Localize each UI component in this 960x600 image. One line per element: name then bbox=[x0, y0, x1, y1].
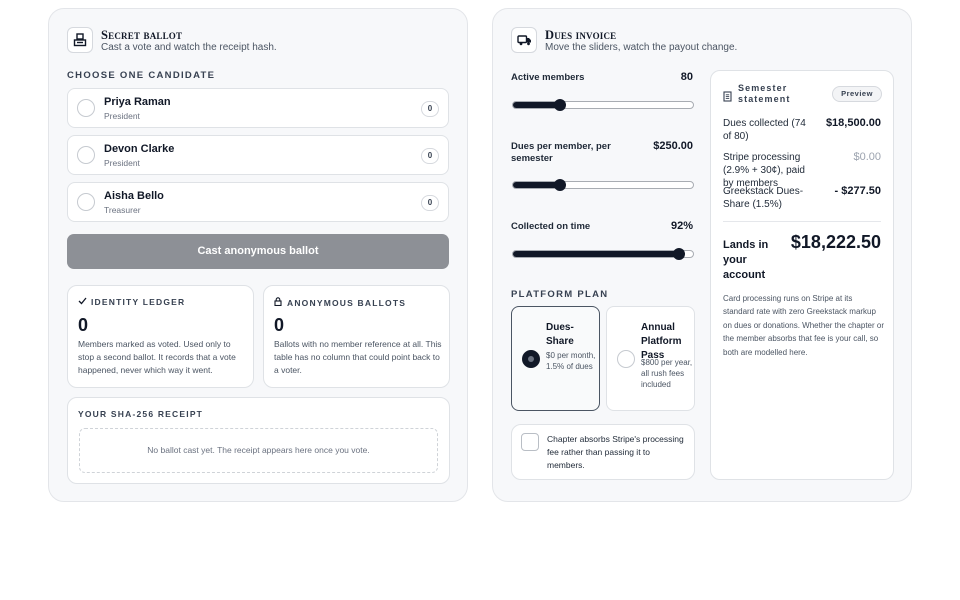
anonymous-ballots-panel bbox=[263, 285, 450, 388]
active-members-slider[interactable] bbox=[512, 101, 694, 109]
vote-count-badge: 0 bbox=[421, 101, 439, 117]
dues-per-member-value: $250.00 bbox=[653, 140, 693, 152]
candidate-name: Aisha Bello bbox=[104, 190, 164, 202]
slider-thumb[interactable] bbox=[554, 179, 566, 191]
slider-thumb[interactable] bbox=[673, 248, 685, 260]
choose-candidate-label: CHOOSE ONE CANDIDATE bbox=[67, 70, 216, 81]
receipt-placeholder: No ballot cast yet. The receipt appears here once you vote. bbox=[79, 428, 438, 473]
anonymous-ballots-count: 0 bbox=[274, 315, 285, 335]
secret-ballot-card bbox=[48, 8, 468, 502]
preview-badge: Preview bbox=[832, 86, 882, 102]
absorb-fee-text: Chapter absorbs Stripe's processing fee rather than passing it to members. bbox=[547, 434, 684, 470]
identity-ledger-description: Members marked as voted. Used only to stop a second ballot. It records that a vote happened, never which way it went. bbox=[78, 339, 236, 375]
line-stripe-processing-label: Stripe processing (2.9% + 30¢), paid by members bbox=[723, 152, 805, 189]
cast-ballot-button[interactable]: Cast anonymous ballot bbox=[67, 234, 449, 269]
receipt-panel bbox=[67, 397, 450, 484]
receipt-icon bbox=[723, 89, 732, 107]
plan-name: Dues-Share bbox=[546, 322, 574, 347]
statement-title: Semester statement bbox=[738, 83, 791, 104]
identity-ledger-label: IDENTITY LEDGER bbox=[78, 297, 185, 307]
dues-subtitle: Move the sliders, watch the payout change. bbox=[545, 42, 738, 53]
check-icon bbox=[78, 297, 88, 307]
candidate-role: Treasurer bbox=[104, 205, 141, 215]
dues-invoice-card bbox=[492, 8, 912, 502]
line-dues-share-label: Greekstack Dues-Share (1.5%) bbox=[723, 186, 804, 210]
collected-on-time-label: Collected on time bbox=[511, 221, 591, 232]
slider-thumb[interactable] bbox=[554, 99, 566, 111]
plan-option-dues-share[interactable] bbox=[511, 306, 600, 411]
statement-note: Card processing runs on Stripe at its standard rate with zero Greekstack markup on dues or donations. Whether the chapter or the member absorbs that fee is your call, so both are modelled here. bbox=[723, 294, 884, 357]
candidate-role: President bbox=[104, 158, 140, 168]
candidate-radio[interactable] bbox=[77, 99, 95, 117]
candidate-name: Devon Clarke bbox=[104, 143, 175, 155]
plan-radio[interactable] bbox=[617, 350, 635, 368]
truck-icon bbox=[511, 27, 537, 53]
slider-fill bbox=[513, 102, 560, 108]
lock-icon bbox=[274, 297, 284, 308]
total-value: $18,222.50 bbox=[790, 232, 881, 252]
line-dues-share-value: - $277.50 bbox=[834, 185, 881, 197]
dues-per-member-label: Dues per member, per semester bbox=[511, 141, 611, 164]
plan-name: Annual Platform Pass bbox=[641, 322, 682, 361]
absorb-fee-option[interactable] bbox=[511, 424, 695, 480]
candidate-option-priya-raman[interactable] bbox=[67, 88, 449, 128]
vote-count-badge: 0 bbox=[421, 148, 439, 164]
vote-count-badge: 0 bbox=[421, 195, 439, 211]
total-label: Lands in your account bbox=[723, 239, 769, 281]
semester-statement-panel bbox=[710, 70, 894, 480]
identity-ledger-panel bbox=[67, 285, 254, 388]
candidate-radio[interactable] bbox=[77, 193, 95, 211]
collected-on-time-slider[interactable] bbox=[512, 250, 694, 258]
active-members-value: 80 bbox=[680, 71, 693, 83]
plan-radio[interactable] bbox=[522, 350, 540, 368]
ballot-box-icon bbox=[67, 27, 93, 53]
ballot-title: Secret ballot bbox=[101, 28, 183, 42]
plan-description: $800 per year, all rush fees included bbox=[641, 358, 693, 389]
statement-divider bbox=[723, 221, 881, 222]
candidate-option-aisha-bello[interactable] bbox=[67, 182, 449, 222]
anonymous-ballots-label: ANONYMOUS BALLOTS bbox=[274, 297, 406, 308]
ballot-subtitle: Cast a vote and watch the receipt hash. bbox=[101, 42, 277, 53]
line-dues-collected-value: $18,500.00 bbox=[825, 117, 881, 129]
slider-fill bbox=[513, 251, 679, 257]
anonymous-ballots-description: Ballots with no member reference at all. This table has no column that could point back to a voter. bbox=[274, 339, 442, 375]
line-stripe-processing-value: $0.00 bbox=[853, 151, 881, 163]
receipt-label: YOUR SHA-256 RECEIPT bbox=[78, 409, 204, 419]
dues-per-member-slider[interactable] bbox=[512, 181, 694, 189]
line-dues-collected-label: Dues collected (74 of 80) bbox=[723, 118, 806, 142]
candidate-name: Priya Raman bbox=[104, 96, 171, 108]
candidate-radio[interactable] bbox=[77, 146, 95, 164]
collected-on-time-value: 92% bbox=[670, 220, 693, 232]
identity-ledger-count: 0 bbox=[78, 315, 89, 335]
candidate-role: President bbox=[104, 111, 140, 121]
slider-fill bbox=[513, 182, 560, 188]
plan-description: $0 per month, 1.5% of dues bbox=[546, 351, 596, 371]
dues-title: Dues invoice bbox=[545, 28, 617, 42]
absorb-fee-checkbox[interactable] bbox=[521, 433, 539, 451]
platform-plan-label: PLATFORM PLAN bbox=[511, 289, 609, 300]
active-members-label: Active members bbox=[511, 72, 585, 83]
candidate-option-devon-clarke[interactable] bbox=[67, 135, 449, 175]
plan-option-annual-pass[interactable] bbox=[606, 306, 695, 411]
